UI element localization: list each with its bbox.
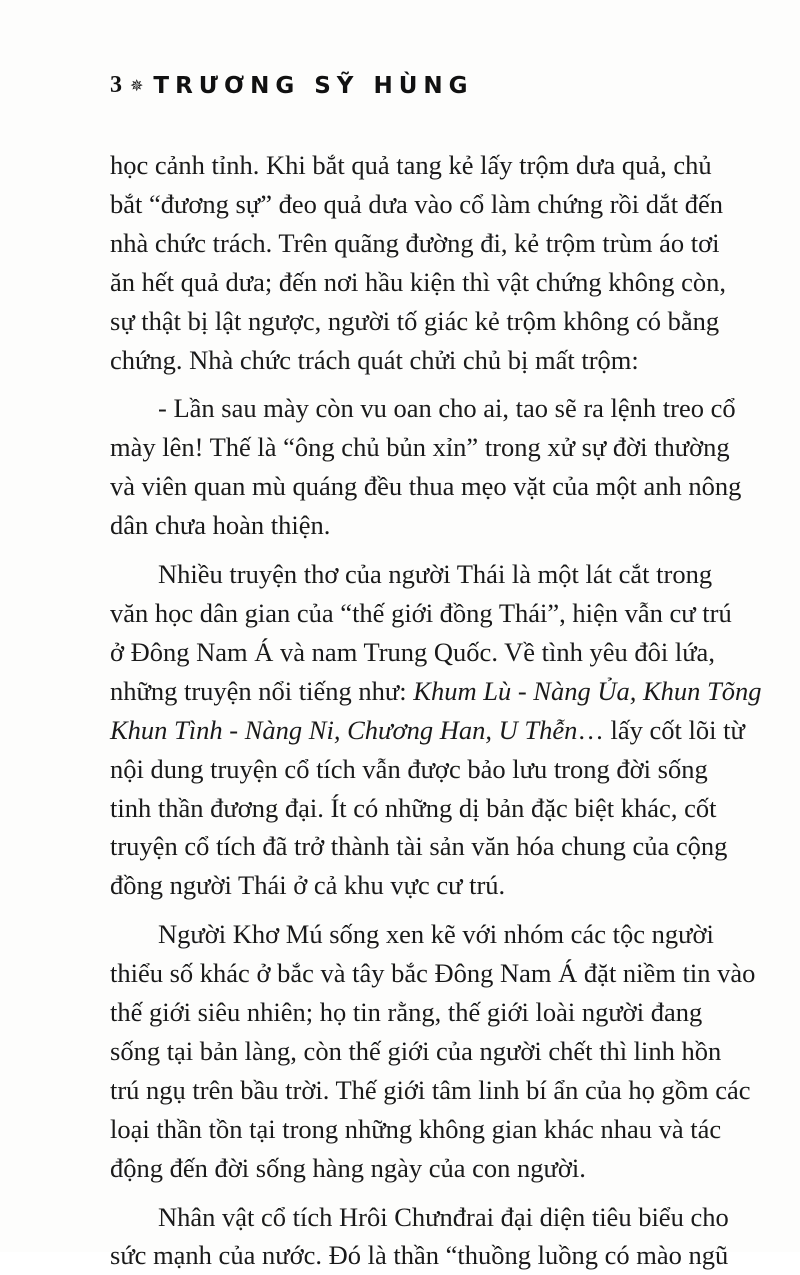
text-line [110, 711, 745, 750]
text-line: truyện cổ tích đã trở thành tài sản văn hóa chung của cộng [110, 831, 728, 862]
text-line: dân chưa hoàn thiện. [110, 510, 331, 541]
text-line: thế giới siêu nhiên; họ tin rằng, thế giới loài người đang [110, 997, 703, 1028]
body-text [110, 146, 762, 1275]
text-line: bắt “đương sự” đeo quả dưa vào cổ làm chứng rồi dắt đến [110, 188, 724, 219]
text-line: nội dung truyện cổ tích vẫn được bảo lưu trong đời sống [110, 753, 708, 784]
page-number: 3 [110, 72, 122, 98]
text-fragment: những truyện nổi tiếng như: [110, 675, 414, 706]
text-line: ăn hết quả dưa; đến nơi hầu kiện thì vật chứng không còn, [110, 266, 727, 297]
italic-title: Khun Tình - Nàng Ni, Chương Han, U Thễn [110, 714, 578, 745]
text-line: loại thần tồn tại trong những không gian khác nhau và tác [110, 1113, 722, 1144]
running-header [110, 72, 474, 99]
star-ornament-icon: ✵ [130, 76, 144, 95]
text-line: - Lần sau mày còn vu oan cho ai, tao sẽ ra lệnh treo cổ [158, 393, 736, 424]
author-name: TRƯƠNG SỸ HÙNG [153, 72, 474, 99]
text-line: và viên quan mù quáng đều thua mẹo vặt của một anh nông [110, 471, 742, 502]
text-line: sống tại bản làng, còn thế giới của người chết thì linh hồn [110, 1035, 722, 1066]
text-line: tinh thần đương đại. Ít có những dị bản đặc biệt khác, cốt [110, 792, 717, 823]
text-line: học cảnh tỉnh. Khi bắt quả tang kẻ lấy trộm dưa quả, chủ [110, 150, 712, 180]
text-line [110, 672, 762, 711]
text-line: Người Khơ Mú sống xen kẽ với nhóm các tộc người [158, 919, 714, 950]
text-line: sức mạnh của nước. Đó là thần “thuồng luồng có mào ngũ [110, 1240, 729, 1271]
text-line: văn học dân gian của “thế giới đồng Thái”, hiện vẫn cư trú [110, 597, 732, 628]
text-line: đồng người Thái ở cả khu vực cư trú. [110, 870, 506, 901]
text-line: Nhiều truyện thơ của người Thái là một lát cắt trong [158, 559, 713, 590]
text-line: sự thật bị lật ngược, người tố giác kẻ trộm không có bằng [110, 305, 720, 336]
text-fragment: … lấy cốt lõi từ [577, 714, 745, 745]
text-line: ở Đông Nam Á và nam Trung Quốc. Về tình yêu đôi lứa, [110, 636, 715, 667]
text-line: nhà chức trách. Trên quãng đường đi, kẻ trộm trùm áo tơi [110, 227, 720, 258]
italic-title: Khum Lù - Nàng Ủa, Khun Tõng [413, 675, 762, 706]
text-line: chứng. Nhà chức trách quát chửi chủ bị mất trộm: [110, 344, 639, 375]
text-line: mày lên! Thế là “ông chủ bủn xỉn” trong xử sự đời thường [110, 432, 730, 463]
text-line: thiểu số khác ở bắc và tây bắc Đông Nam Á đặt niềm tin vào [110, 958, 756, 989]
text-line: Nhân vật cổ tích Hrôi Chưnđrai đại diện tiêu biểu cho [158, 1201, 729, 1232]
text-line: trú ngụ trên bầu trời. Thế giới tâm linh bí ẩn của họ gồm các [110, 1074, 751, 1105]
text-line: động đến đời sống hàng ngày của con người. [110, 1152, 586, 1183]
